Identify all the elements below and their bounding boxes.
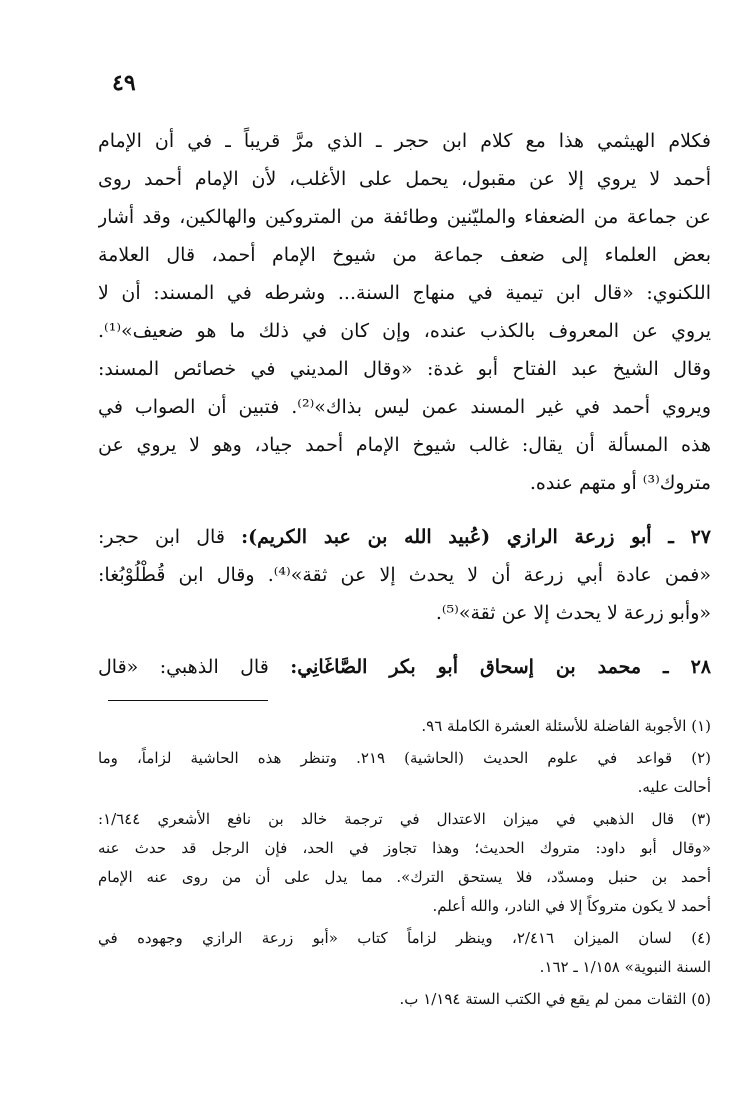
footnote-line: (٣) قال الذهبي في ميزان الاعتدال في ترجمة خالد بن نافع الأشعري ١/٦٤٤:: [98, 810, 711, 828]
footnotes: [98, 712, 711, 1014]
footnote-line: (٥) الثقات ممن لم يقع في الكتب الستة ١/١٩٤ ب.: [399, 990, 711, 1008]
page-number: ٤٩: [112, 70, 136, 96]
paragraph-abu-zurah: [98, 518, 711, 632]
footnote-line: «وقال أبو داود: متروك الحديث؛ وهذا تجاوز في الحد، فإن الرجل قد حدث عنه: [98, 839, 711, 857]
text-line: اللكنوي: «قال ابن تيمية في منهاج السنة... وشرطه في المسند: أن لا: [98, 282, 711, 304]
text-line: ٢٧ ـ أبو زرعة الرازي (عُبيد الله بن عبد الكريم): قال ابن حجر:: [98, 526, 711, 548]
footnote-2: [98, 744, 711, 802]
text-line: «وأبو زرعة لا يحدث إلا عن ثقة»⁽⁵⁾.: [435, 602, 711, 624]
footnote-1: [98, 712, 711, 741]
text-line: متروك⁽³⁾ أو متهم عنده.: [529, 472, 711, 494]
text-line: فكلام الهيثمي هذا مع كلام ابن حجر ـ الذي مرَّ قريباً ـ في أن الإمام: [98, 130, 711, 152]
paragraph-saghani: [98, 648, 711, 686]
entry-heading: ٢٨ ـ محمد بن إسحاق أبو بكر الصَّاغَانِي:: [290, 656, 711, 678]
footnote-line: (١) الأجوبة الفاضلة للأسئلة العشرة الكاملة ٩٦.: [421, 717, 711, 735]
footnote-line: أحالت عليه.: [637, 778, 711, 796]
text-line: وقال الشيخ عبد الفتاح أبو غدة: «وقال المديني في خصائص المسند:: [98, 358, 711, 380]
footnote-4: [98, 924, 711, 982]
text-line: «فمن عادة أبي زرعة أن لا يحدث إلا عن ثقة»⁽⁴⁾. وقال ابن قُطْلُوْبُغا:: [98, 564, 711, 586]
text-line: ويروي أحمد في غير المسند عمن ليس بذاك»⁽²⁾. فتبين أن الصواب في: [98, 396, 711, 418]
footnote-line: أحمد لا يكون متروكاً إلا في النادر، والله أعلم.: [432, 897, 711, 915]
footnote-line: (٤) لسان الميزان ٢/٤١٦، وينظر لزاماً كتاب «أبو زرعة الرازي وجهوده في: [98, 929, 711, 947]
footnote-line: (٢) قواعد في علوم الحديث (الحاشية) ٢١٩. وتنظر هذه الحاشية لزاماً، وما: [98, 749, 711, 767]
main-text: [98, 122, 711, 686]
paragraph-hanbal-narrators: [98, 122, 711, 502]
text-line: ٢٨ ـ محمد بن إسحاق أبو بكر الصَّاغَانِي: قال الذهبي: «قال: [98, 656, 711, 678]
footnote-line: أحمد بن حنبل ومسدّد، فلا يستحق الترك». مما يدل على أن من روى عنه الإمام: [98, 868, 711, 886]
text-line: عن جماعة من الضعفاء والمليّنين وطائفة من المتروكين والهالكين، وقد أشار: [98, 206, 711, 228]
paragraph-gap: [98, 502, 711, 518]
text-line: بعض العلماء إلى ضعف جماعة من شيوخ الإمام أحمد، قال العلامة: [98, 244, 711, 266]
entry-heading: ٢٧ ـ أبو زرعة الرازي (عُبيد الله بن عبد الكريم):: [241, 526, 711, 548]
text-line: أحمد لا يروي إلا عن مقبول، يحمل على الأغلب، لأن الإمام أحمد روى: [98, 168, 711, 190]
footnote-line: السنة النبوية» ١/١٥٨ ـ ١٦٢.: [539, 958, 711, 976]
footnote-5: [98, 985, 711, 1014]
paragraph-gap: [98, 632, 711, 648]
text-line: هذه المسألة أن يقال: غالب شيوخ الإمام أحمد جياد، وهو لا يروي عن: [98, 434, 711, 456]
text-line: يروي عن المعروف بالكذب عنده، وإن كان في ذلك ما هو ضعيف»⁽¹⁾.: [98, 320, 711, 342]
footnote-3: [98, 805, 711, 921]
footnote-separator: [108, 700, 268, 701]
